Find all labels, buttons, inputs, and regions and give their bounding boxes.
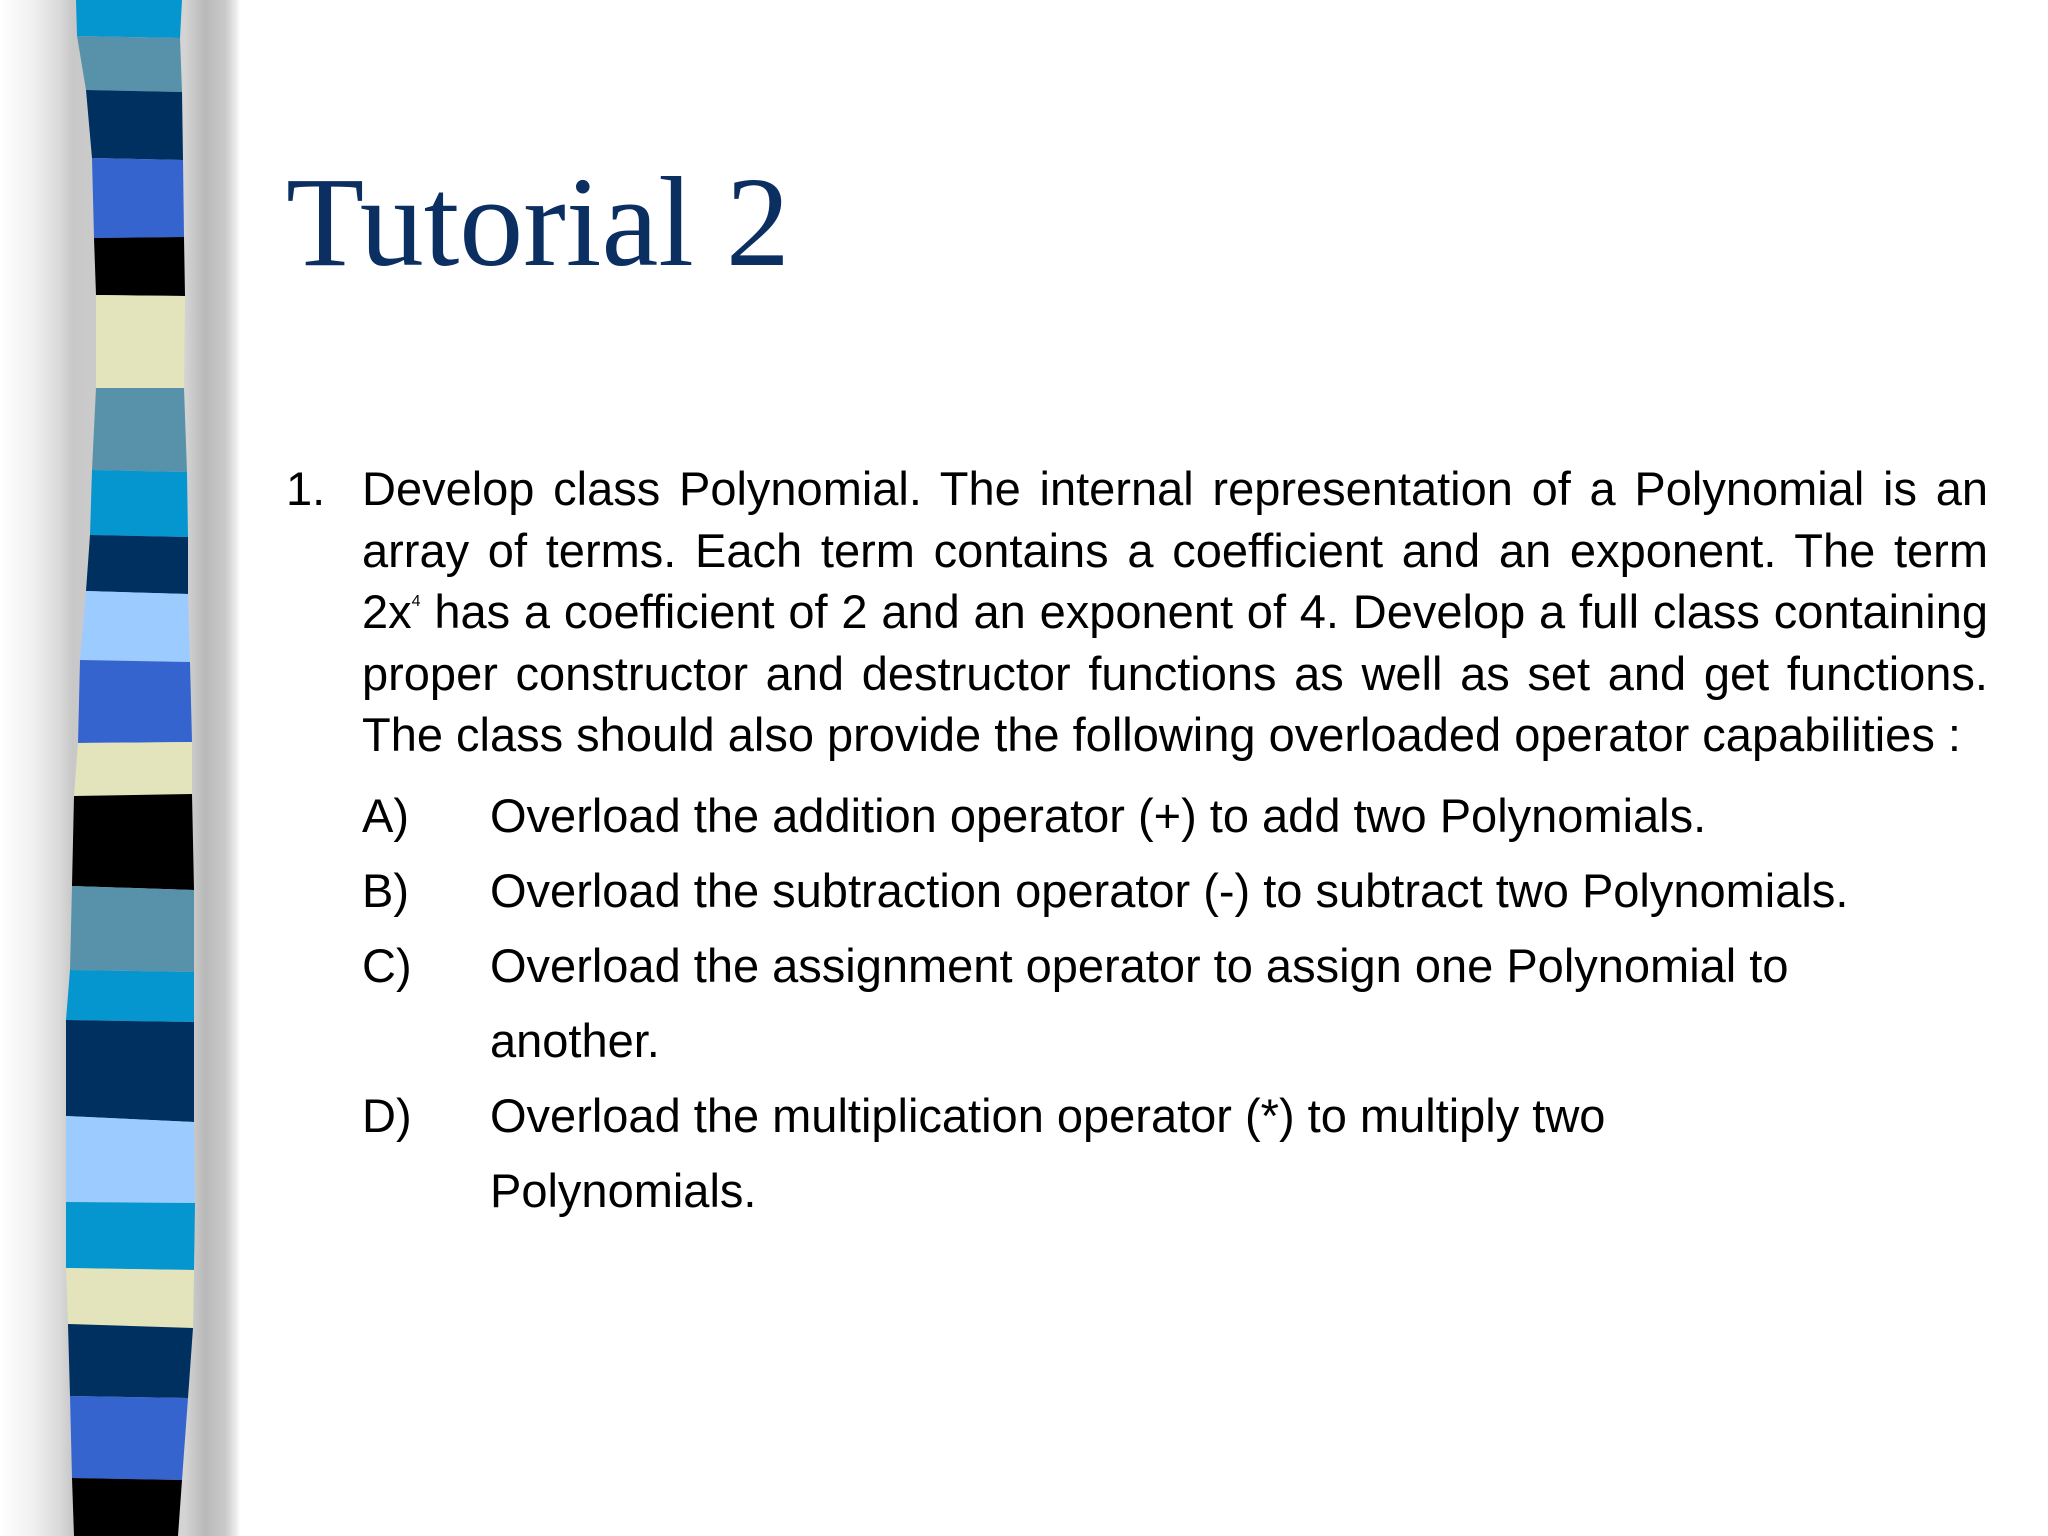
strip-segment-cyan [66,1202,195,1270]
sub-item-text: Overload the subtraction operator (-) to subtract two Polynomials. [490,863,1849,917]
strip-segment-cyan [76,0,182,38]
sub-item-label: C) [362,938,412,992]
question-body [362,458,1988,1228]
strip-segment-steel [70,886,194,972]
strip-segment-navy [66,1020,194,1122]
strip-segment-royal [70,1396,188,1480]
strip-segment-sky [66,1116,195,1203]
question-text-part-2: has a coefficient of 2 and an exponent of 4. Develop a full class containing proper constructor and destructor functions as well as set and get functions. The class should also provide the following overloaded operator capabilities : [362,585,1988,761]
strip-segment-steel [92,388,187,472]
strip-segment-sky [80,591,190,662]
strip-segment-black [94,237,185,296]
sub-item-a [362,778,1988,853]
sub-item-label: A) [362,788,409,842]
exponent-superscript: 4 [411,593,421,610]
slide-content [286,458,1988,1228]
question-text [362,458,1988,766]
sub-item-text: Overload the multiplication operator (*) to multiply two Polynomials. [490,1088,1606,1217]
sub-item-label: B) [362,863,409,917]
strip-segment-navy [86,90,183,160]
sub-item-b [362,853,1988,928]
strip-segment-cream [74,742,192,796]
strip-segment-royal [92,158,184,238]
question-text-part-1: Develop class Polynomial. The internal representation of a Polynomial is an array of terms. Each term contains a coefficient and an exponent. The term 2x [362,462,1988,638]
question-item [286,458,1988,1228]
question-number: 1. [286,462,326,515]
strip-segment-black [72,1478,182,1536]
sub-item-d [362,1078,1988,1228]
decorative-color-strip [0,0,240,1536]
sub-item-c [362,928,1988,1078]
strip-segment-cyan [66,970,194,1022]
strip-segment-steel [77,36,182,92]
slide-title: Tutorial 2 [286,151,790,293]
strip-segment-royal [78,660,192,743]
strip-segment-cream [66,1268,194,1328]
sub-item-text: Overload the assignment operator to assign one Polynomial to another. [490,938,1789,1067]
strip-segment-black [72,794,194,890]
strip-segment-navy [86,535,188,594]
strip-segment-cyan [90,470,188,537]
sub-item-text: Overload the addition operator (+) to add two Polynomials. [490,788,1707,842]
sub-item-list [362,778,1988,1228]
sub-item-label: D) [362,1088,412,1142]
strip-segment-navy [68,1324,193,1398]
strip-segment-cream [96,295,185,388]
